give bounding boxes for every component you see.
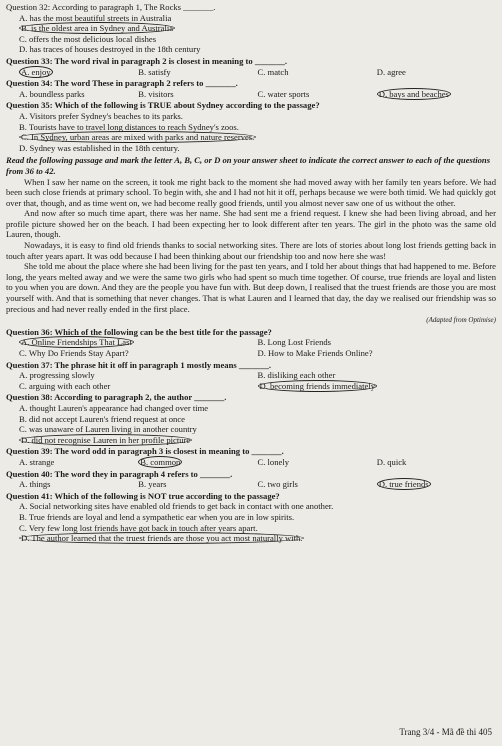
option-c[interactable]: C. Very few long lost friends have got back in touch after years apart.: [19, 522, 258, 533]
question-41: [6, 491, 496, 544]
exam-page: [6, 2, 496, 742]
option-c[interactable]: C. water sports: [257, 88, 310, 99]
option-b[interactable]: B. Tourists have to travel long distances to reach Sydney's zoos.: [19, 121, 239, 132]
answer-circle: B. is the oldest area in Sydney and Australia: [21, 23, 174, 34]
option-d[interactable]: D. has traces of houses destroyed in the 18th century: [19, 44, 201, 55]
option-c[interactable]: C. offers the most delicious local dishes: [19, 33, 157, 44]
options-row: [6, 370, 496, 391]
option-c[interactable]: [6, 132, 496, 143]
question-stem: Question 40: The word they in paragraph 4 refers to _______.: [6, 468, 233, 479]
question-stem: Question 39: The word odd in paragraph 3 is closest in meaning to _______.: [6, 446, 284, 457]
option-b[interactable]: B. True friends are loyal and lend a sympathetic ear when you are in low spirits.: [19, 511, 295, 522]
reading-instruction: Read the following passage and mark the letter A, B, C, or D on your answer sheet to indicate the correct answer to each of the questions from 36 to 42.: [6, 155, 491, 176]
option-d[interactable]: D. agree: [376, 66, 406, 77]
option-b[interactable]: [138, 457, 257, 468]
option-c[interactable]: C. two girls: [257, 479, 298, 490]
passage-source: (Adapted from Optimise): [426, 316, 496, 325]
passage-paragraph-3: Nowadays, it is easy to find old friends thanks to social networking sites. There are lots of stories about long lost friends getting back in touch after years apart. It was odd because I had been thinking about our friendship too and now here she was!: [6, 240, 496, 261]
answer-circle: A. Online Friendships That Last: [21, 337, 132, 348]
option-b[interactable]: B. years: [138, 479, 167, 490]
option-b[interactable]: B. visitors: [138, 88, 174, 99]
option-d[interactable]: [377, 89, 496, 100]
answer-circle: D. true friends: [378, 479, 429, 490]
option-b[interactable]: B. disliking each other: [257, 370, 336, 381]
answer-circle: D. did not recognise Lauren in her profile picture: [21, 434, 191, 445]
option-d[interactable]: [377, 479, 496, 490]
option-a[interactable]: A. Social networking sites have enabled old friends to get back in contact with one another.: [19, 501, 334, 512]
option-a[interactable]: [19, 337, 258, 348]
option-a[interactable]: A. thought Lauren's appearance had changed over time: [19, 402, 209, 413]
answer-circle: D. bays and beaches: [378, 88, 449, 99]
question-stem: Question 33: The word rival in paragraph 2 is closest in meaning to _______.: [6, 55, 288, 66]
option-d[interactable]: [6, 435, 496, 446]
option-b[interactable]: B. satisfy: [138, 66, 171, 77]
options-row: [6, 457, 496, 468]
question-stem: Question 36: Which of the following can be the best title for the passage?: [6, 326, 272, 337]
option-c[interactable]: C. Why Do Friends Stay Apart?: [19, 348, 129, 358]
answer-circle: B. common: [140, 456, 181, 467]
option-c[interactable]: C. was unaware of Lauren living in another country: [19, 424, 197, 435]
option-a[interactable]: A. has the most beautiful streets in Australia: [19, 12, 172, 23]
option-b[interactable]: B. did not accept Lauren's friend request at once: [19, 413, 185, 424]
options-row: [6, 67, 496, 78]
question-38: [6, 392, 496, 445]
question-36: [6, 327, 496, 359]
option-d[interactable]: D. Sydney was established in the 18th century.: [19, 142, 180, 153]
answer-circle: D. The author learned that the truest friends are those you act most naturally with.: [21, 533, 303, 544]
option-d[interactable]: D. How to Make Friends Online?: [257, 348, 373, 358]
question-32: [6, 2, 496, 55]
question-stem: Question 32: According to paragraph 1, The Rocks _______.: [6, 2, 216, 12]
question-stem: Question 38: According to paragraph 2, the author _______.: [6, 392, 227, 403]
question-37: [6, 360, 496, 392]
option-c[interactable]: C. arguing with each other: [19, 380, 111, 391]
answer-circle: C. In Sydney, urban areas are mixed with parks and nature reserves.: [21, 132, 255, 143]
option-c[interactable]: C. match: [257, 66, 289, 77]
option-a[interactable]: A. Visitors prefer Sydney's beaches to its parks.: [19, 110, 183, 121]
question-stem: Question 41: Which of the following is NOT true according to the passage?: [6, 490, 280, 501]
option-a[interactable]: [19, 67, 138, 78]
options-row: [6, 479, 496, 490]
option-a[interactable]: A. boundless parks: [19, 88, 85, 99]
options-row: [6, 337, 496, 358]
passage-paragraph-1: When I saw her name on the screen, it took me right back to the moment she had moved away with her family ten years before. We had been such close friends at primary school. To begin with, she and I had not hit it off, perhaps because we were both timid. We had quickly got over that, though, and as time went on, we had become really good friends, until you almost never saw one of us without the other.: [6, 176, 496, 208]
question-34: [6, 78, 496, 99]
option-a[interactable]: A. strange: [19, 456, 55, 467]
options-row: [6, 89, 496, 100]
option-b[interactable]: B. Long Lost Friends: [257, 337, 332, 348]
question-33: [6, 56, 496, 77]
reading-passage: [6, 177, 496, 315]
question-40: [6, 469, 496, 490]
question-stem: Question 37: The phrase hit it off in paragraph 1 mostly means _______.: [6, 359, 272, 370]
question-35: [6, 100, 496, 153]
option-a[interactable]: A. progressing slowly: [19, 370, 95, 381]
passage-paragraph-4: She told me about the place where she had been living for the past ten years, and I told her about things that had happened to me. Before long, the years melted away and we were the same two girls who had spent so much time together. Of course, true friends are loyal and listen to you when you are down. And they are the people you have fun with. But deep down, I realised that the truest friends are those you are most yourself with. And that is something that never changes. That is what Lauren and I learned that day, the day we realised our friendship was so precious and had never really ended in the first place.: [6, 261, 496, 314]
passage-paragraph-2: And now after so much time apart, there was her name. She had sent me a friend request. I knew she had been living abroad, and her profile picture showed her on the beach. I had been expecting her to look different after ten years. The girl in the photo was the same old Lauren, though.: [6, 208, 496, 240]
question-39: [6, 446, 496, 467]
option-d[interactable]: [6, 533, 496, 544]
option-c[interactable]: C. lonely: [257, 456, 290, 467]
answer-circle: D. becoming friends immediately: [259, 380, 376, 391]
answer-circle: A. enjoy: [21, 66, 51, 77]
option-b[interactable]: [6, 23, 496, 34]
question-stem: Question 34: The word These in paragraph 2 refers to _______.: [6, 78, 238, 89]
question-stem: Question 35: Which of the following is TRUE about Sydney according to the passage?: [6, 100, 320, 111]
option-d[interactable]: D. quick: [376, 456, 407, 467]
option-d[interactable]: [258, 381, 497, 392]
page-footer: Trang 3/4 - Mã đề thi 405: [399, 727, 492, 738]
option-a[interactable]: A. things: [19, 479, 51, 490]
